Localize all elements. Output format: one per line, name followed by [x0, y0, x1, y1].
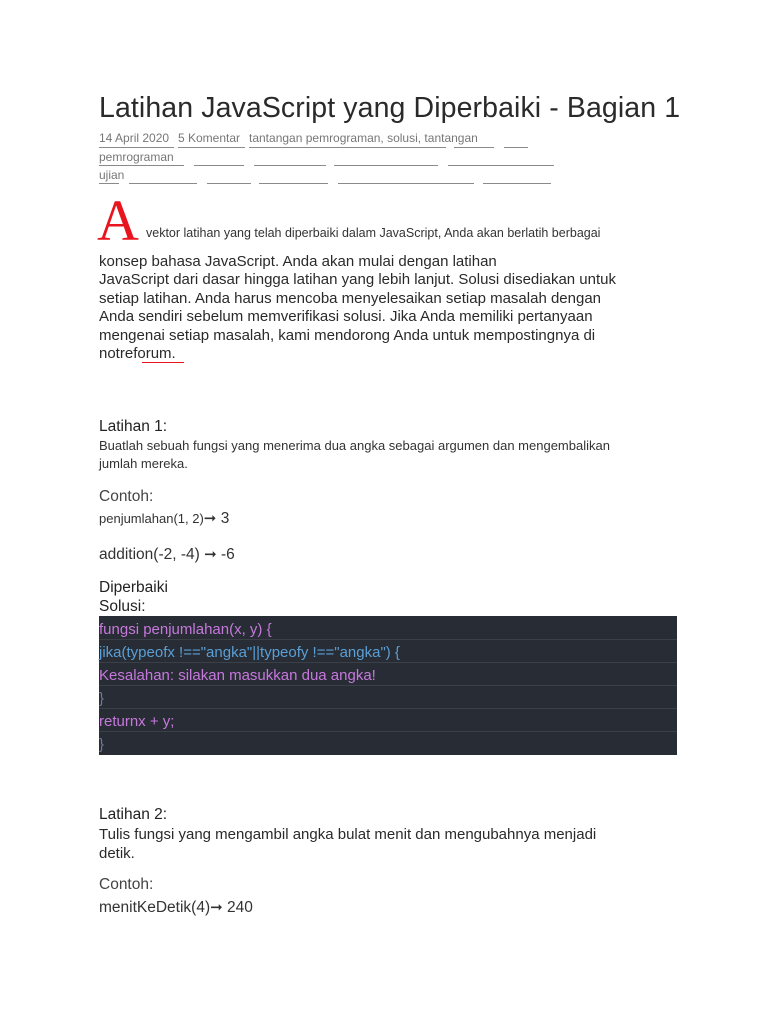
arrow-icon: ➞ — [203, 510, 217, 527]
underline — [448, 165, 554, 166]
post-date[interactable]: 14 April 2020 — [99, 131, 170, 145]
underline — [99, 165, 184, 166]
intro-line: konsep bahasa JavaScript. Anda akan mulai dengan latihan — [99, 253, 497, 270]
exercise-2-desc: Tulis fungsi yang mengambil angka bulat menit dan mengubahnya menjadi — [99, 826, 597, 843]
exercise-2-heading: Latihan 2: — [99, 806, 168, 823]
underline — [259, 183, 328, 184]
code-line: jika(typeofx !=="angka"||typeofy !=="angka") { — [99, 644, 400, 661]
underline — [334, 165, 438, 166]
code-separator — [99, 639, 677, 640]
exercise-1-desc: Buatlah sebuah fungsi yang menerima dua angka sebagai argumen dan mengembalikan — [99, 438, 610, 453]
underline — [249, 147, 446, 148]
example-1-call: penjumlahan(1, 2) — [99, 511, 204, 526]
code-line: fungsi penjumlahan(x, y) { — [99, 621, 272, 638]
underline — [483, 183, 551, 184]
code-separator — [99, 708, 677, 709]
underline — [504, 147, 528, 148]
underline — [338, 183, 474, 184]
example-3 — [99, 898, 253, 917]
example-label: Contoh: — [99, 876, 154, 893]
intro-last-line — [99, 345, 176, 364]
code-separator — [99, 662, 677, 663]
code-line: } — [99, 690, 105, 707]
code-line: } — [99, 736, 105, 753]
example-label: Contoh: — [99, 488, 154, 505]
solution-label: Solusi: — [99, 598, 146, 615]
underline — [99, 183, 119, 184]
example-3-call: menitKeDetik(4) — [99, 899, 211, 916]
exercise-1-desc: jumlah mereka. — [99, 456, 188, 471]
tags-line-3[interactable]: ujian — [99, 168, 125, 182]
example-2-result: -6 — [221, 546, 235, 563]
drop-cap: A — [97, 188, 139, 253]
example-3-result: 240 — [227, 899, 253, 916]
page-title: Latihan JavaScript yang Diperbaiki - Bagian 1 — [99, 92, 681, 124]
intro-line: Anda sendiri sebelum memverifikasi solusi. Jika Anda memiliki pertanyaan — [99, 308, 593, 325]
code-line: Kesalahan: silakan masukkan dua angka! — [99, 667, 376, 684]
underline — [454, 147, 494, 148]
forum-link-underline — [142, 362, 184, 363]
code-line: returnx + y; — [99, 713, 175, 730]
intro-first-line: vektor latihan yang telah diperbaiki dalam JavaScript, Anda akan berlatih berbagai — [146, 226, 601, 240]
arrow-icon: ➞ — [204, 546, 217, 563]
intro-line: JavaScript dari dasar hingga latihan yang lebih lanjut. Solusi disediakan untuk — [99, 271, 616, 288]
forum-link[interactable]: orum. — [137, 345, 176, 362]
exercise-1-heading: Latihan 1: — [99, 418, 168, 435]
intro-line: setiap latihan. Anda harus mencoba menyelesaikan setiap masalah dengan — [99, 290, 602, 307]
underline — [254, 165, 326, 166]
example-1 — [99, 509, 229, 528]
underline — [99, 147, 174, 148]
example-2-call: addition(-2, -4) — [99, 546, 200, 563]
code-separator — [99, 685, 677, 686]
intro-line: mengenai setiap masalah, kami mendorong Anda untuk mempostingnya di — [99, 327, 596, 344]
underline — [129, 183, 197, 184]
example-2 — [99, 545, 235, 564]
underline — [178, 147, 245, 148]
intro-last-prefix: notref — [99, 345, 138, 362]
fixed-label: Diperbaiki — [99, 579, 168, 596]
comments-link[interactable]: 5 Komentar — [178, 131, 241, 145]
code-block — [99, 616, 677, 755]
code-separator — [99, 731, 677, 732]
underline — [194, 165, 244, 166]
underline — [207, 183, 251, 184]
tags-line-2[interactable]: pemrograman — [99, 150, 174, 164]
example-1-result: 3 — [220, 510, 230, 527]
arrow-icon: ➞ — [210, 899, 223, 916]
exercise-2-desc: detik. — [99, 845, 135, 862]
tags-line-1[interactable]: tantangan pemrograman, solusi, tantangan — [249, 131, 478, 145]
